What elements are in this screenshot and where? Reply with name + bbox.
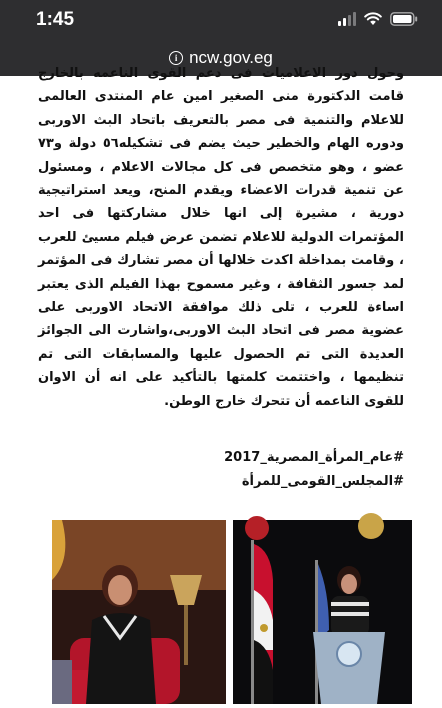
hashtag-link[interactable]: #عام_المرأة_المصرية_2017	[224, 450, 404, 465]
url-text[interactable]: ncw.gov.eg	[189, 48, 273, 67]
status-time: 1:45	[36, 9, 75, 30]
battery-icon	[390, 12, 418, 26]
info-icon[interactable]: i	[169, 51, 183, 65]
article-body: وحول دور الاعلاميات فى دعم القوى الناعمه بالخارج قامت الدكتورة منى الصغير امين عام المنتدى العالمى للاعلام والتنمية فى مصر بالتعريف باتحاد البث الاوربى ودوره الهام والخطير حيث يضم فى تشكيله٥٦ دولة و٧٣ عضو ، وهو متخصص فى كل مجالات الاعلام ، ومسئول عن تنمية قدرات الاعضاء ويقدم المنح، ويعد استراتيجية دورية ، مشيرة إلى انها خلال مشاركتها فى احد المؤتمرات الدولية للاعلام تضمن عرض فيلم مسيئ للعرب ، وقامت بمداخلة اكدت خلالها أن مصر تشارك فى المؤتمر لمد جسور الثقافة ، وغير مسموح بهذا الفيلم الذى يعتبر اساءة للعرب ، تلى ذلك موافقة الاتحاد الاوربى على عضوية مصر فى اتحاد البث الاوربى،واشارت الى الجوائز العديدة التى تم الحصول عليها والمسابقات التى تم تنظيمها ، واختتمت كلمتها بالتأكيد على انه أن الاوان للقوى الناعمه أن تتحرك خارج الوطن.	[38, 66, 404, 409]
podium-speaker-illustration	[233, 520, 412, 704]
status-bar	[0, 0, 442, 44]
seated-speaker-illustration	[52, 520, 226, 704]
article-photo-speaker-podium[interactable]	[233, 520, 412, 704]
status-icons	[338, 12, 418, 26]
wifi-icon	[364, 12, 382, 26]
hashtag-link[interactable]: #المجلس_القومى_للمرأة	[241, 474, 404, 489]
article-content	[0, 66, 442, 512]
cellular-signal-icon	[338, 12, 356, 26]
article-photo-speaker-seated[interactable]	[52, 520, 226, 704]
